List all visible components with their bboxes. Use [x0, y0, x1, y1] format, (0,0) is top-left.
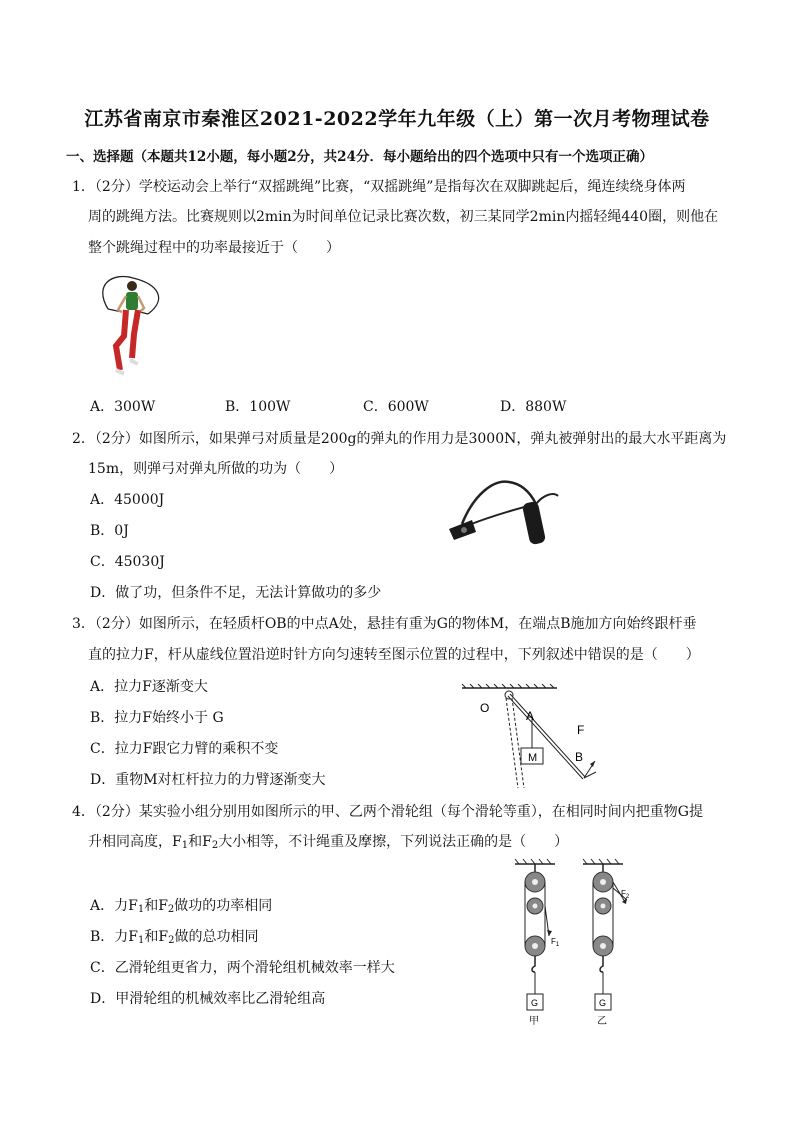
q2-option-a: A．45000J [90, 492, 165, 508]
q4-option-d: D．甲滑轮组的机械效率比乙滑轮组高 [90, 991, 326, 1007]
q4-text-line1: 4．（2分）某实验小组分别用如图所示的甲、乙两个滑轮组（每个滑轮等重），在相同时间内把重物G提 [72, 804, 703, 820]
q4-option-b-part1: B．力F [90, 929, 139, 945]
q3-option-d: D．重物M对杠杆拉力的力臂逐渐变大 [90, 772, 326, 788]
q3-text-line2: 直的拉力F，杆从虚线位置沿逆时针方向匀速转至图示位置的过程中，下列叙述中错误的是（ ） [88, 647, 700, 663]
slingshot-figure [444, 474, 569, 549]
q3-option-b: B．拉力F始终小于 G [90, 710, 224, 726]
lever-label-o: O [480, 701, 490, 715]
q4-sub-2: 2 [211, 840, 219, 851]
pulley-label-jia: 甲 [529, 1016, 539, 1027]
lever-label-m: M [528, 752, 538, 764]
q3-option-a: A．拉力F逐渐变大 [90, 679, 208, 695]
q4-option-a-part2: 和F [144, 898, 168, 914]
q4-option-b-sub1: 1 [138, 935, 145, 946]
q1-option-c: C．600W [363, 399, 429, 415]
page-title: 江苏省南京市秦淮区2021-2022学年九年级（上）第一次月考物理试卷 [84, 108, 710, 130]
q1-option-b: B．100W [225, 399, 291, 415]
lever-label-a: A [526, 709, 535, 723]
q3-text-line1: 3．（2分）如图所示，在轻质杆OB的中点A处，悬挂有重为G的物体M，在端点B施加方向始终跟杆垂 [72, 616, 697, 632]
pulley-figure [505, 858, 645, 1026]
q4-option-c: C．乙滑轮组更省力，两个滑轮组机械效率一样大 [90, 960, 395, 976]
pulley-f2-label: $F_2$ [621, 889, 630, 900]
pulley-label-yi: 乙 [597, 1016, 607, 1027]
q4-text-line2-a: 升相同高度，F [88, 834, 182, 850]
q1-option-d: D．880W [500, 399, 567, 415]
pulley-f1-label: $F_1$ [551, 937, 560, 948]
q4-option-b-part2: 和F [144, 929, 169, 945]
jump-rope-figure [88, 274, 173, 384]
pulley-g-label-yi: G [599, 998, 607, 1008]
lever-figure [462, 684, 612, 794]
q1-option-a: A．300W [90, 399, 156, 415]
q2-text-line2: 15m，则弹弓对弹丸所做的功为（ ） [88, 461, 344, 477]
q1-text-line3: 整个跳绳过程中的功率最接近于（ ） [88, 240, 340, 256]
lever-label-b: B [575, 750, 584, 764]
q4-option-b-sub2: 2 [168, 935, 175, 946]
q3-option-c: C．拉力F跟它力臂的乘积不变 [90, 741, 279, 757]
q2-option-b: B．0J [90, 523, 129, 539]
q4-text-line2 [88, 831, 568, 851]
pulley-g-label-jia: G [531, 998, 539, 1008]
q4-option-a-sub2: 2 [167, 904, 175, 915]
section-heading: 一、选择题（本题共12小题，每小题2分，共24分．每小题给出的四个选项中只有一个选项正确） [66, 149, 653, 165]
q1-text-line1: 1．（2分）学校运动会上举行“双摇跳绳”比赛，“双摇跳绳”是指每次在双脚跳起后，绳连续绕身体两 [72, 179, 686, 195]
q4-option-a [90, 895, 272, 915]
q4-option-b-part3: 做的总功相同 [174, 929, 259, 945]
q4-option-b [90, 926, 258, 946]
q4-sub-1: 1 [181, 840, 189, 851]
q2-option-d: D．做了功，但条件不足，无法计算做功的多少 [90, 585, 382, 601]
q4-option-a-part3: 做功的功率相同 [174, 898, 273, 914]
q4-option-a-sub1: 1 [137, 904, 145, 915]
q2-option-c: C．45030J [90, 554, 165, 570]
q1-text-line2: 周的跳绳方法。比赛规则以2min为时间单位记录比赛次数，初三某同学2min内摇轻绳440圈，则他在 [88, 209, 719, 225]
q2-text-line1: 2．（2分）如图所示，如果弹弓对质量是200g的弹丸的作用力是3000N，弹丸被弹射出的最大水平距离为 [72, 431, 727, 447]
q4-option-a-part1: A．力F [90, 898, 138, 914]
q4-text-line2-b: 和F [188, 834, 212, 850]
q4-text-line2-c: 大小相等，不计绳重及摩擦，下列说法正确的是（ ） [218, 834, 569, 850]
lever-label-f: F [577, 723, 585, 737]
